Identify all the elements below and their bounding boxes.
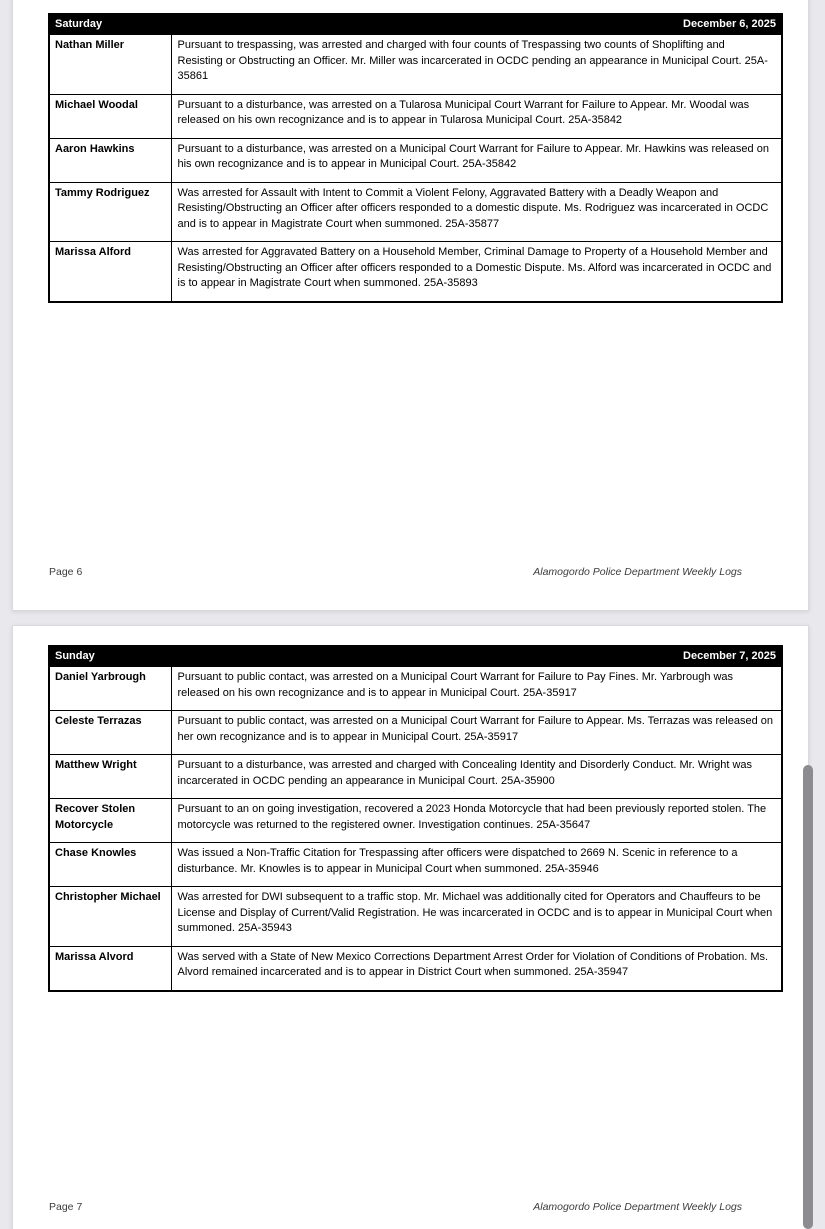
- incident-description: Was arrested for DWI subsequent to a traffic stop. Mr. Michael was additionally cited for Operators and Chauffeurs to be License and Display of Current/Valid Registration. He was incarcerated in OCDC and is to appear in Municipal Court when summoned. 25A-35943: [171, 887, 782, 947]
- page-number: Page 6: [49, 566, 83, 578]
- saturday-log-table: [48, 13, 783, 303]
- arrestee-name: Michael Woodal: [49, 94, 171, 138]
- incident-description: Pursuant to public contact, was arrested on a Municipal Court Warrant for Failure to Pay Fines. Mr. Yarbrough was released on his own recognizance and is to appear in Municipal Court. 25A-35917: [171, 667, 782, 711]
- incident-description: Pursuant to public contact, was arrested on a Municipal Court Warrant for Failure to Appear. Ms. Terrazas was released on her own recognizance and is to appear in Municipal Court. 25A-35917: [171, 711, 782, 755]
- incident-description: Was arrested for Assault with Intent to Commit a Violent Felony, Aggravated Battery with a Deadly Weapon and Resisting/Obstructing an Officer after officers responded to a domestic dispute. Ms. Rodriguez was incarcerated in OCDC and is to appear in Magistrate Court when summoned. 25A-35877: [171, 182, 782, 242]
- day-header: Saturday: [49, 14, 171, 35]
- document-title: Alamogordo Police Department Weekly Logs: [533, 1201, 742, 1213]
- arrestee-name: Daniel Yarbrough: [49, 667, 171, 711]
- arrestee-name: Christopher Michael: [49, 887, 171, 947]
- arrestee-name: Marissa Alvord: [49, 946, 171, 991]
- date-header: December 7, 2025: [171, 646, 782, 667]
- page-footer: [49, 566, 742, 578]
- incident-description: Pursuant to a disturbance, was arrested and charged with Concealing Identity and Disorderly Conduct. Mr. Wright was incarcerated in OCDC pending an appearance in Municipal Court. 25A-35900: [171, 755, 782, 799]
- table-header-row: [49, 646, 782, 667]
- arrestee-name: Marissa Alford: [49, 242, 171, 302]
- page-footer: [49, 1201, 742, 1213]
- vertical-scrollbar-thumb[interactable]: [803, 765, 813, 1229]
- table-row: [49, 755, 782, 799]
- arrestee-name: Celeste Terrazas: [49, 711, 171, 755]
- table-header-row: [49, 14, 782, 35]
- incident-description: Was issued a Non-Traffic Citation for Trespassing after officers were dispatched to 2669 N. Scenic in reference to a disturbance. Mr. Knowles is to appear in Municipal Court when summoned. 25A-35946: [171, 843, 782, 887]
- table-row: [49, 843, 782, 887]
- incident-description: Pursuant to a disturbance, was arrested on a Municipal Court Warrant for Failure to Appear. Mr. Hawkins was released on his own recognizance and is to appear in Municipal Court. 25A-35842: [171, 138, 782, 182]
- page-7: [12, 625, 809, 1229]
- day-header: Sunday: [49, 646, 171, 667]
- document-title: Alamogordo Police Department Weekly Logs: [533, 566, 742, 578]
- incident-description: Pursuant to an on going investigation, recovered a 2023 Honda Motorcycle that had been previously reported stolen. The motorcycle was returned to the registered owner. Investigation continues. 25A-35647: [171, 799, 782, 843]
- page-number: Page 7: [49, 1201, 83, 1213]
- table-row: [49, 887, 782, 947]
- arrestee-name: Tammy Rodriguez: [49, 182, 171, 242]
- incident-description: Was served with a State of New Mexico Corrections Department Arrest Order for Violation of Conditions of Probation. Ms. Alvord remained incarcerated and is to appear in District Court when summoned. 25A-35947: [171, 946, 782, 991]
- incident-description: Pursuant to trespassing, was arrested and charged with four counts of Trespassing two counts of Shoplifting and Resisting or Obstructing an Officer. Mr. Miller was incarcerated in OCDC pending an appearance in Municipal Court. 25A-35861: [171, 35, 782, 95]
- table-row: [49, 242, 782, 302]
- table-row: [49, 94, 782, 138]
- arrestee-name: Recover Stolen Motorcycle: [49, 799, 171, 843]
- sunday-log-table: [48, 645, 783, 992]
- table-row: [49, 711, 782, 755]
- table-row: [49, 667, 782, 711]
- table-row: [49, 35, 782, 95]
- table-row: [49, 138, 782, 182]
- arrestee-name: Matthew Wright: [49, 755, 171, 799]
- table-row: [49, 799, 782, 843]
- incident-description: Pursuant to a disturbance, was arrested on a Tularosa Municipal Court Warrant for Failure to Appear. Mr. Woodal was released on his own recognizance and is to appear in Tularosa Municipal Court. 25A-35842: [171, 94, 782, 138]
- arrestee-name: Aaron Hawkins: [49, 138, 171, 182]
- table-row: [49, 946, 782, 991]
- incident-description: Was arrested for Aggravated Battery on a Household Member, Criminal Damage to Property of a Household Member and Resisting/Obstructing an Officer after officers responded to a Domestic Dispute. Ms. Alford was incarcerated in OCDC and is to appear in Magistrate Court when summoned. 25A-35893: [171, 242, 782, 302]
- table-row: [49, 182, 782, 242]
- page-6: [12, 0, 809, 611]
- date-header: December 6, 2025: [171, 14, 782, 35]
- arrestee-name: Nathan Miller: [49, 35, 171, 95]
- arrestee-name: Chase Knowles: [49, 843, 171, 887]
